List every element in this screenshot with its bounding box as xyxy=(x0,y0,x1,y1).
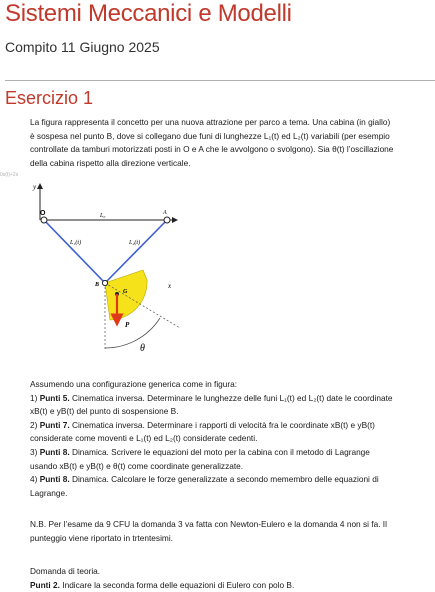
task-1-cont: xB(t) e yB(t) del punto di sospensione B. xyxy=(30,406,179,417)
nb-line: N.B. Per l’esame da 9 CFU la domanda 3 va fatta con Newton-Eulero e la domanda 4 non si fa. Il xyxy=(30,519,387,529)
task-2: 2) Punti 7. Cinematica inversa. Determinare i rapporti di velocità fra le coordinate xB(t) e yB(t) xyxy=(30,419,375,430)
label-o: O xyxy=(40,210,46,217)
intro-line: è sospesa nel punto B, dove si collegano due funi di lunghezze L₁(t) ed L₂(t) variabili (per esempio xyxy=(30,130,390,141)
side-note: 0s(t)+2s xyxy=(0,172,19,178)
label-l0: L₀ xyxy=(100,213,106,219)
rope-l1 xyxy=(44,220,105,283)
document-title: Sistemi Meccanici e Modelli xyxy=(5,0,292,27)
task-2-cont: considerate come moventi e L₁(t) ed L₂(t) considerate cedenti. xyxy=(30,433,258,444)
intro-line: La figura rappresenta il concetto per una nuova attrazione per parco a tema. Una cabina (in giallo) xyxy=(30,117,391,127)
task-1: 1) Punti 5. Cinematica inversa. Determinare le lunghezze delle funi L₁(t) ed L₂(t) date le coordinate xyxy=(30,392,393,403)
header-divider xyxy=(5,80,435,81)
label-b: B xyxy=(95,282,100,288)
point-a xyxy=(164,217,170,223)
nb-line: punteggio viene riportato in trtentesimi. xyxy=(30,532,173,543)
theta-arc xyxy=(105,318,160,348)
exercise-intro xyxy=(30,116,435,170)
intro-line: controllate da tamburi motorizzati posti in O e A che le avvolgono o svolgono). Sia θ(t) l’oscillazione xyxy=(30,144,394,155)
theory-text: Punti 2. Indicare la seconda forma delle equazioni di Eulero con polo B. xyxy=(30,579,295,590)
theory-question xyxy=(30,565,435,592)
tasks-block xyxy=(30,378,435,500)
label-l2: L₂(t) xyxy=(129,240,141,246)
label-l1: L₁(t) xyxy=(70,240,82,246)
label-theta: θ xyxy=(140,343,145,354)
label-g: G xyxy=(123,289,128,295)
exercise-heading: Esercizio 1 xyxy=(5,88,94,108)
y-axis-label: y xyxy=(33,183,37,191)
task-3: 3) Punti 8. Dinamica. Scrivere le equazioni del moto per la cabina con il metodo di Lagrange xyxy=(30,446,370,457)
intro-line: della cabina rispetto alla direzione verticale. xyxy=(30,157,191,168)
point-b xyxy=(102,280,107,285)
task-3-cont: usando xB(t) e yB(t) e θ(t) come coordinate generalizzate. xyxy=(30,460,244,471)
label-x: x xyxy=(168,282,172,290)
point-o xyxy=(41,217,47,223)
exam-date-subtitle: Compito 11 Giugno 2025 xyxy=(5,39,160,55)
mechanism-figure xyxy=(30,180,200,360)
theory-heading: Domanda di teoria. xyxy=(30,566,101,576)
task-4-cont: Lagrange. xyxy=(30,487,68,498)
label-a: A xyxy=(163,210,167,216)
task-4: 4) Punti 8. Dinamica. Calcolare le forze generalizzate a secondo memembro delle equazioni di xyxy=(30,474,379,485)
nb-note xyxy=(30,518,435,545)
label-p: P xyxy=(125,321,130,329)
assumption-text: Assumendo una configurazione generica come in figura: xyxy=(30,379,238,389)
